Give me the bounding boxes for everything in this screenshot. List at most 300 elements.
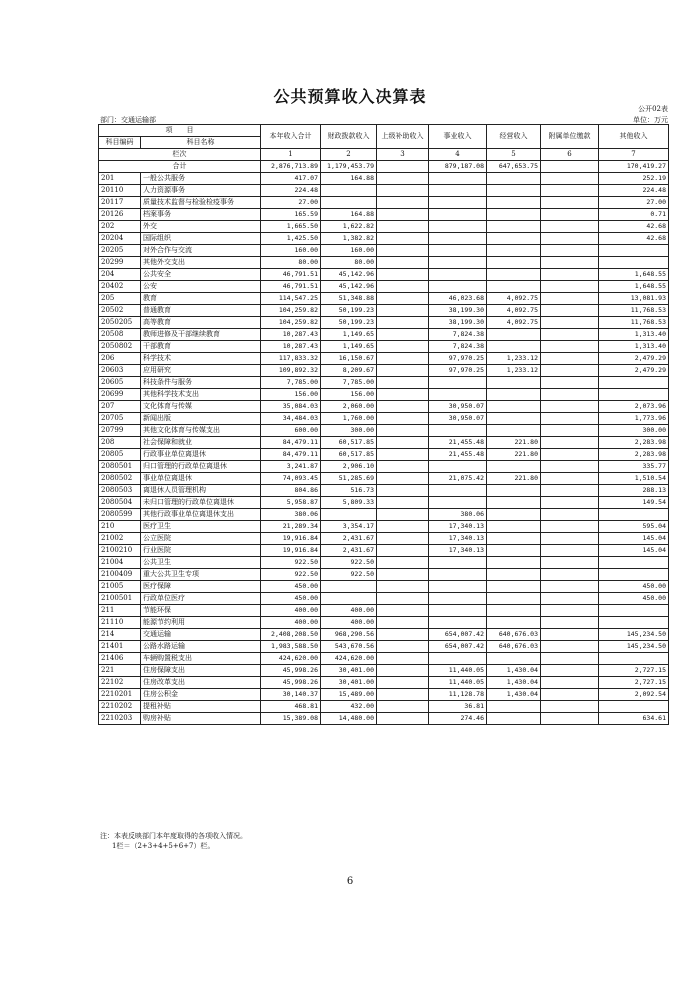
table-row bbox=[99, 545, 669, 557]
footnote: 注：本表反映部门本年度取得的各项收入情况。 bbox=[100, 832, 247, 840]
subject-name: 节能环保 bbox=[141, 605, 261, 617]
value-cell: 38,199.30 bbox=[429, 305, 487, 317]
value-cell: 35,084.03 bbox=[261, 401, 321, 413]
value-cell bbox=[541, 485, 599, 497]
value-cell bbox=[377, 317, 429, 329]
subject-name: 公共卫生 bbox=[141, 557, 261, 569]
value-cell bbox=[599, 257, 669, 269]
value-cell bbox=[377, 413, 429, 425]
value-cell bbox=[377, 353, 429, 365]
table-row bbox=[99, 233, 669, 245]
subject-code: 20117 bbox=[99, 197, 141, 209]
subject-name: 其他文化体育与传媒支出 bbox=[141, 425, 261, 437]
subject-name: 住房改革支出 bbox=[141, 677, 261, 689]
value-cell: 1,648.55 bbox=[599, 281, 669, 293]
total-cell bbox=[377, 161, 429, 173]
table-row bbox=[99, 449, 669, 461]
value-cell bbox=[599, 653, 669, 665]
value-cell bbox=[377, 509, 429, 521]
value-cell bbox=[487, 269, 541, 281]
value-cell bbox=[429, 233, 487, 245]
subject-code: 2100210 bbox=[99, 545, 141, 557]
table-row bbox=[99, 461, 669, 473]
table-row bbox=[99, 593, 669, 605]
subject-code: 21004 bbox=[99, 557, 141, 569]
value-cell: 21,455.48 bbox=[429, 437, 487, 449]
value-cell bbox=[541, 569, 599, 581]
value-cell bbox=[487, 533, 541, 545]
value-cell bbox=[377, 653, 429, 665]
value-cell bbox=[429, 653, 487, 665]
value-cell bbox=[321, 581, 377, 593]
value-cell: 164.88 bbox=[321, 209, 377, 221]
footnote: 1栏＝（2+3+4+5+6+7）栏。 bbox=[112, 842, 215, 850]
value-cell bbox=[377, 665, 429, 677]
value-cell: 600.00 bbox=[261, 425, 321, 437]
value-cell: 21,455.48 bbox=[429, 449, 487, 461]
value-cell bbox=[377, 233, 429, 245]
header-col-3: 上级补助收入 bbox=[377, 125, 429, 149]
value-cell bbox=[541, 449, 599, 461]
value-cell: 45,142.96 bbox=[321, 269, 377, 281]
value-cell bbox=[487, 653, 541, 665]
value-cell: 4,092.75 bbox=[487, 293, 541, 305]
value-cell: 117,833.32 bbox=[261, 353, 321, 365]
value-cell bbox=[541, 377, 599, 389]
value-cell: 922.50 bbox=[261, 557, 321, 569]
value-cell bbox=[541, 653, 599, 665]
value-cell: 50,199.23 bbox=[321, 317, 377, 329]
header-name: 科目名称 bbox=[141, 137, 261, 149]
value-cell: 1,760.00 bbox=[321, 413, 377, 425]
value-cell bbox=[487, 209, 541, 221]
subject-code: 20204 bbox=[99, 233, 141, 245]
value-cell bbox=[541, 281, 599, 293]
subject-name: 公路水路运输 bbox=[141, 641, 261, 653]
value-cell bbox=[487, 581, 541, 593]
subject-name: 其他行政事业单位离退休支出 bbox=[141, 509, 261, 521]
value-cell bbox=[541, 677, 599, 689]
value-cell: 1,233.12 bbox=[487, 365, 541, 377]
value-cell bbox=[377, 617, 429, 629]
value-cell bbox=[599, 701, 669, 713]
subject-code: 211 bbox=[99, 605, 141, 617]
value-cell bbox=[541, 197, 599, 209]
value-cell bbox=[377, 185, 429, 197]
value-cell: 2,906.10 bbox=[321, 461, 377, 473]
subject-name: 其他科学技术支出 bbox=[141, 389, 261, 401]
value-cell: 424,620.00 bbox=[261, 653, 321, 665]
value-cell: 380.06 bbox=[261, 509, 321, 521]
value-cell: 60,517.85 bbox=[321, 437, 377, 449]
value-cell: 8,209.67 bbox=[321, 365, 377, 377]
value-cell: 21,075.42 bbox=[429, 473, 487, 485]
table-row bbox=[99, 185, 669, 197]
value-cell: 38,199.30 bbox=[429, 317, 487, 329]
subject-code: 20299 bbox=[99, 257, 141, 269]
footnotes bbox=[100, 831, 247, 851]
col-number: 7 bbox=[599, 149, 669, 161]
table-row bbox=[99, 425, 669, 437]
value-cell: 400.00 bbox=[321, 605, 377, 617]
value-cell: 7,785.00 bbox=[261, 377, 321, 389]
table-row bbox=[99, 521, 669, 533]
table-row bbox=[99, 533, 669, 545]
value-cell bbox=[377, 293, 429, 305]
col-number: 5 bbox=[487, 149, 541, 161]
value-cell bbox=[487, 425, 541, 437]
page-number: 6 bbox=[346, 876, 354, 887]
subject-name: 教育 bbox=[141, 293, 261, 305]
value-cell: 30,950.07 bbox=[429, 401, 487, 413]
value-cell: 1,510.54 bbox=[599, 473, 669, 485]
value-cell bbox=[377, 461, 429, 473]
subject-code: 20126 bbox=[99, 209, 141, 221]
table-row bbox=[99, 305, 669, 317]
subject-code: 20502 bbox=[99, 305, 141, 317]
value-cell: 654,007.42 bbox=[429, 629, 487, 641]
value-cell: 2,431.67 bbox=[321, 545, 377, 557]
value-cell bbox=[541, 497, 599, 509]
value-cell: 224.48 bbox=[599, 185, 669, 197]
total-label: 合计 bbox=[99, 161, 261, 173]
subject-code: 21401 bbox=[99, 641, 141, 653]
value-cell bbox=[377, 605, 429, 617]
subject-code: 2210202 bbox=[99, 701, 141, 713]
subject-name: 行政单位医疗 bbox=[141, 593, 261, 605]
value-cell bbox=[541, 353, 599, 365]
value-cell bbox=[541, 365, 599, 377]
table-row bbox=[99, 293, 669, 305]
value-cell bbox=[541, 617, 599, 629]
value-cell: 11,768.53 bbox=[599, 317, 669, 329]
col-number: 4 bbox=[429, 149, 487, 161]
subject-code: 2080599 bbox=[99, 509, 141, 521]
table-row bbox=[99, 701, 669, 713]
value-cell: 104,259.82 bbox=[261, 317, 321, 329]
subject-code: 221 bbox=[99, 665, 141, 677]
table-row bbox=[99, 617, 669, 629]
subject-name: 社会保障和就业 bbox=[141, 437, 261, 449]
table-row bbox=[99, 485, 669, 497]
value-cell bbox=[429, 593, 487, 605]
subject-name: 人力资源事务 bbox=[141, 185, 261, 197]
subject-name: 交通运输 bbox=[141, 629, 261, 641]
value-cell bbox=[429, 221, 487, 233]
value-cell: 543,670.56 bbox=[321, 641, 377, 653]
value-cell bbox=[377, 425, 429, 437]
table-row bbox=[99, 221, 669, 233]
value-cell: 46,791.51 bbox=[261, 281, 321, 293]
value-cell bbox=[487, 281, 541, 293]
value-cell bbox=[487, 617, 541, 629]
value-cell: 74,093.45 bbox=[261, 473, 321, 485]
value-cell bbox=[429, 197, 487, 209]
value-cell bbox=[541, 269, 599, 281]
value-cell: 149.54 bbox=[599, 497, 669, 509]
table-row bbox=[99, 365, 669, 377]
value-cell: 13,081.93 bbox=[599, 293, 669, 305]
value-cell: 97,970.25 bbox=[429, 353, 487, 365]
value-cell: 274.46 bbox=[429, 713, 487, 725]
table-row bbox=[99, 437, 669, 449]
value-cell: 46,023.68 bbox=[429, 293, 487, 305]
value-cell bbox=[541, 401, 599, 413]
subject-name: 提租补贴 bbox=[141, 701, 261, 713]
value-cell bbox=[487, 569, 541, 581]
table-row bbox=[99, 269, 669, 281]
table-row bbox=[99, 209, 669, 221]
value-cell: 1,425.50 bbox=[261, 233, 321, 245]
value-cell: 36.81 bbox=[429, 701, 487, 713]
unit-label: 单位：万元 bbox=[633, 116, 668, 124]
value-cell bbox=[541, 293, 599, 305]
value-cell bbox=[377, 449, 429, 461]
value-cell bbox=[487, 605, 541, 617]
table-row bbox=[99, 569, 669, 581]
subject-code: 2080503 bbox=[99, 485, 141, 497]
department-label: 部门：交通运输部 bbox=[100, 116, 156, 124]
value-cell: 424,620.00 bbox=[321, 653, 377, 665]
value-cell: 50,199.23 bbox=[321, 305, 377, 317]
value-cell bbox=[377, 257, 429, 269]
subject-code: 206 bbox=[99, 353, 141, 365]
value-cell bbox=[321, 185, 377, 197]
value-cell: 30,140.37 bbox=[261, 689, 321, 701]
value-cell bbox=[541, 545, 599, 557]
value-cell bbox=[377, 521, 429, 533]
value-cell bbox=[377, 341, 429, 353]
subject-name: 质量技术监督与检验检疫事务 bbox=[141, 197, 261, 209]
subject-code: 22102 bbox=[99, 677, 141, 689]
page-title: 公共预算收入决算表 bbox=[273, 87, 427, 106]
value-cell bbox=[541, 257, 599, 269]
value-cell bbox=[487, 389, 541, 401]
value-cell: 145,234.50 bbox=[599, 629, 669, 641]
value-cell: 51,285.69 bbox=[321, 473, 377, 485]
value-cell bbox=[377, 533, 429, 545]
subject-code: 2080501 bbox=[99, 461, 141, 473]
value-cell: 10,287.43 bbox=[261, 341, 321, 353]
subject-name: 普通教育 bbox=[141, 305, 261, 317]
value-cell: 1,313.40 bbox=[599, 341, 669, 353]
value-cell: 11,440.05 bbox=[429, 665, 487, 677]
value-cell: 1,430.04 bbox=[487, 689, 541, 701]
value-cell: 7,785.00 bbox=[321, 377, 377, 389]
table-row bbox=[99, 377, 669, 389]
table-row bbox=[99, 413, 669, 425]
value-cell: 922.50 bbox=[321, 569, 377, 581]
value-cell bbox=[429, 461, 487, 473]
value-cell bbox=[429, 209, 487, 221]
subject-code: 21002 bbox=[99, 533, 141, 545]
value-cell: 51,348.88 bbox=[321, 293, 377, 305]
table-row bbox=[99, 281, 669, 293]
value-cell bbox=[541, 581, 599, 593]
value-cell: 27.00 bbox=[599, 197, 669, 209]
value-cell: 4,092.75 bbox=[487, 317, 541, 329]
value-cell bbox=[541, 605, 599, 617]
table-row bbox=[99, 245, 669, 257]
value-cell: 156.00 bbox=[261, 389, 321, 401]
value-cell bbox=[487, 221, 541, 233]
subject-code: 2100409 bbox=[99, 569, 141, 581]
value-cell: 221.80 bbox=[487, 449, 541, 461]
subject-code: 20705 bbox=[99, 413, 141, 425]
subject-code: 201 bbox=[99, 173, 141, 185]
value-cell bbox=[429, 497, 487, 509]
header-item: 项 目 bbox=[99, 125, 261, 137]
subject-name: 行业医院 bbox=[141, 545, 261, 557]
value-cell: 164.88 bbox=[321, 173, 377, 185]
value-cell: 2,727.15 bbox=[599, 677, 669, 689]
value-cell: 2,283.98 bbox=[599, 437, 669, 449]
value-cell bbox=[487, 377, 541, 389]
value-cell bbox=[377, 629, 429, 641]
table-row bbox=[99, 353, 669, 365]
value-cell bbox=[429, 281, 487, 293]
value-cell: 19,916.84 bbox=[261, 533, 321, 545]
value-cell bbox=[541, 413, 599, 425]
table-row bbox=[99, 605, 669, 617]
subject-code: 20605 bbox=[99, 377, 141, 389]
value-cell bbox=[377, 485, 429, 497]
value-cell bbox=[541, 389, 599, 401]
value-cell bbox=[377, 173, 429, 185]
value-cell: 1,430.04 bbox=[487, 677, 541, 689]
value-cell bbox=[377, 281, 429, 293]
value-cell: 1,149.65 bbox=[321, 329, 377, 341]
subject-code: 2080504 bbox=[99, 497, 141, 509]
value-cell: 17,340.13 bbox=[429, 533, 487, 545]
value-cell bbox=[599, 377, 669, 389]
subject-name: 科学技术 bbox=[141, 353, 261, 365]
value-cell bbox=[377, 581, 429, 593]
value-cell bbox=[487, 497, 541, 509]
value-cell bbox=[541, 317, 599, 329]
total-cell: 647,653.75 bbox=[487, 161, 541, 173]
value-cell bbox=[487, 257, 541, 269]
subject-name: 外交 bbox=[141, 221, 261, 233]
value-cell bbox=[429, 569, 487, 581]
value-cell: 5,958.87 bbox=[261, 497, 321, 509]
value-cell bbox=[599, 617, 669, 629]
value-cell: 17,340.13 bbox=[429, 521, 487, 533]
value-cell bbox=[541, 509, 599, 521]
value-cell: 1,773.96 bbox=[599, 413, 669, 425]
value-cell: 60,517.85 bbox=[321, 449, 377, 461]
value-cell bbox=[487, 485, 541, 497]
value-cell bbox=[429, 617, 487, 629]
subject-code: 214 bbox=[99, 629, 141, 641]
value-cell bbox=[541, 665, 599, 677]
value-cell: 400.00 bbox=[261, 617, 321, 629]
table-row bbox=[99, 581, 669, 593]
table-row bbox=[99, 641, 669, 653]
value-cell bbox=[541, 689, 599, 701]
value-cell bbox=[429, 245, 487, 257]
value-cell: 145.04 bbox=[599, 545, 669, 557]
subject-name: 公共安全 bbox=[141, 269, 261, 281]
value-cell: 300.00 bbox=[599, 425, 669, 437]
value-cell: 2,092.54 bbox=[599, 689, 669, 701]
value-cell bbox=[487, 713, 541, 725]
value-cell bbox=[541, 425, 599, 437]
value-cell bbox=[377, 389, 429, 401]
header-col-5: 经营收入 bbox=[487, 125, 541, 149]
value-cell: 109,892.32 bbox=[261, 365, 321, 377]
value-cell: 2,060.00 bbox=[321, 401, 377, 413]
value-cell bbox=[541, 593, 599, 605]
value-cell: 1,983,588.50 bbox=[261, 641, 321, 653]
header-lanci: 栏次 bbox=[99, 149, 261, 161]
subject-name: 档案事务 bbox=[141, 209, 261, 221]
value-cell: 11,440.05 bbox=[429, 677, 487, 689]
value-cell bbox=[541, 521, 599, 533]
value-cell bbox=[377, 569, 429, 581]
table-row bbox=[99, 677, 669, 689]
value-cell bbox=[377, 497, 429, 509]
value-cell bbox=[487, 173, 541, 185]
total-cell: 1,179,453.79 bbox=[321, 161, 377, 173]
value-cell bbox=[487, 185, 541, 197]
value-cell: 252.19 bbox=[599, 173, 669, 185]
value-cell: 0.71 bbox=[599, 209, 669, 221]
value-cell: 640,676.03 bbox=[487, 641, 541, 653]
value-cell: 2,479.29 bbox=[599, 365, 669, 377]
value-cell bbox=[377, 221, 429, 233]
value-cell: 640,676.03 bbox=[487, 629, 541, 641]
subject-name: 对外合作与交流 bbox=[141, 245, 261, 257]
value-cell bbox=[377, 245, 429, 257]
value-cell bbox=[377, 473, 429, 485]
value-cell bbox=[541, 701, 599, 713]
table-row bbox=[99, 389, 669, 401]
value-cell: 1,648.55 bbox=[599, 269, 669, 281]
value-cell bbox=[377, 197, 429, 209]
total-cell: 2,876,713.89 bbox=[261, 161, 321, 173]
value-cell: 1,233.12 bbox=[487, 353, 541, 365]
table-row bbox=[99, 257, 669, 269]
value-cell bbox=[429, 485, 487, 497]
subject-code: 20799 bbox=[99, 425, 141, 437]
value-cell bbox=[541, 641, 599, 653]
subject-code: 20110 bbox=[99, 185, 141, 197]
value-cell bbox=[429, 185, 487, 197]
value-cell bbox=[541, 305, 599, 317]
value-cell bbox=[487, 521, 541, 533]
value-cell: 1,665.50 bbox=[261, 221, 321, 233]
value-cell: 14,480.00 bbox=[321, 713, 377, 725]
value-cell bbox=[541, 473, 599, 485]
subject-name: 公立医院 bbox=[141, 533, 261, 545]
value-cell bbox=[541, 461, 599, 473]
value-cell: 97,970.25 bbox=[429, 365, 487, 377]
subject-code: 21110 bbox=[99, 617, 141, 629]
value-cell bbox=[599, 557, 669, 569]
subject-code: 2210201 bbox=[99, 689, 141, 701]
value-cell: 7,824.38 bbox=[429, 341, 487, 353]
value-cell bbox=[429, 377, 487, 389]
subject-code: 20205 bbox=[99, 245, 141, 257]
value-cell: 450.00 bbox=[261, 581, 321, 593]
value-cell: 288.13 bbox=[599, 485, 669, 497]
subject-name: 国际组织 bbox=[141, 233, 261, 245]
value-cell: 17,340.13 bbox=[429, 545, 487, 557]
value-cell bbox=[377, 641, 429, 653]
value-cell: 335.77 bbox=[599, 461, 669, 473]
value-cell bbox=[321, 593, 377, 605]
